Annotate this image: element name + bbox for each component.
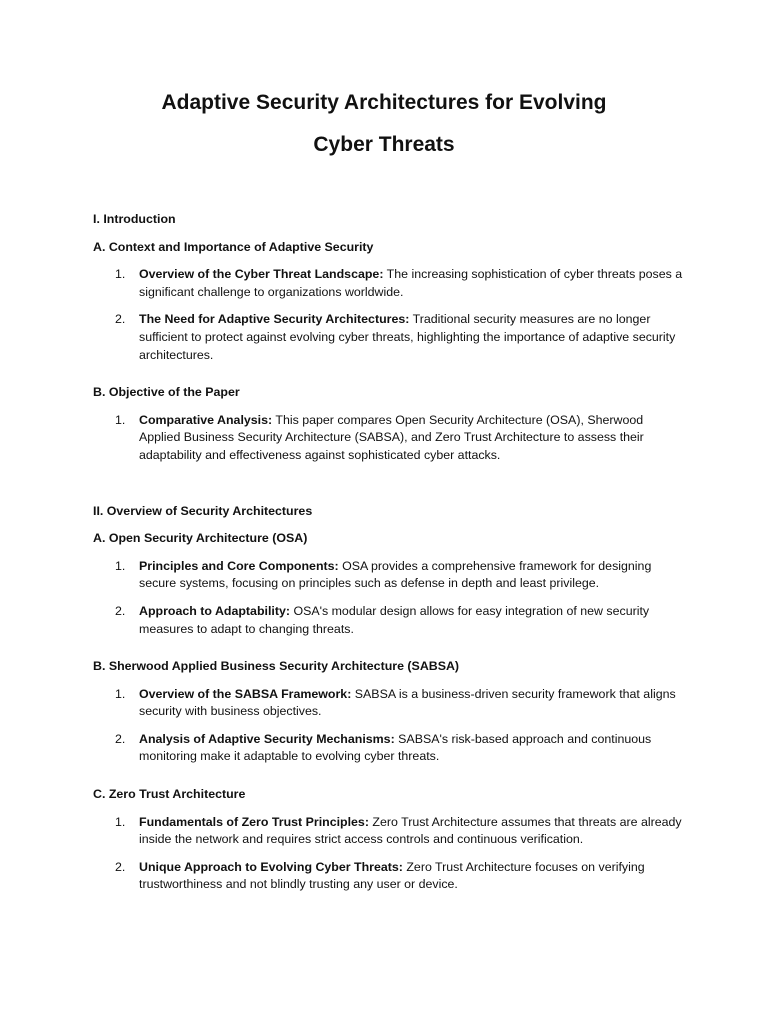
- list-item-separator: :: [268, 412, 273, 427]
- list-item-lead: Principles and Core Components: [139, 558, 335, 573]
- list-item-lead: Overview of the Cyber Threat Landscape: [139, 267, 380, 282]
- document-body: [93, 211, 683, 904]
- list-item-number: 1.: [115, 267, 126, 282]
- list-item-lead: The Need for Adaptive Security Architectures: [139, 312, 406, 327]
- heading-spacer: [93, 520, 683, 530]
- title-line-1: Adaptive Security Architectures for Evolving: [161, 91, 607, 114]
- numbered-list: [93, 266, 683, 364]
- list-item-separator: :: [398, 859, 403, 874]
- list-item-separator: :: [347, 686, 352, 701]
- list-item-number: 1.: [115, 412, 126, 427]
- list-item-number: 2.: [115, 312, 126, 327]
- subsection-heading: B. Objective of the Paper: [93, 385, 240, 400]
- subsection-heading: C. Zero Trust Architecture: [93, 787, 246, 802]
- list-item-lead: Comparative Analysis: [139, 412, 269, 427]
- list-item-number: 2.: [115, 859, 126, 874]
- list-item: [93, 311, 683, 364]
- list-item-text: Traditional security measures are no longer sufficient to protect against evolving cyber threats, highlighting the importance of adaptive security architectures.: [139, 312, 676, 362]
- list-item-text: SABSA is a business-driven security framework that aligns security with business objectives.: [139, 686, 676, 719]
- title-line-2: Cyber Threats: [313, 133, 455, 156]
- list-item-lead: Overview of the SABSA Framework: [139, 686, 348, 701]
- list-item-number: 1.: [115, 686, 126, 701]
- list-item-separator: :: [334, 558, 339, 573]
- list-item-number: 1.: [115, 814, 126, 829]
- heading-spacer: [93, 229, 683, 239]
- section-heading: II. Overview of Security Architectures: [93, 503, 313, 518]
- list-item-text: SABSA's risk-based approach and continuous monitoring make it adaptable to evolving cyber threats.: [139, 731, 652, 764]
- list-item-lead: Analysis of Adaptive Security Mechanisms: [139, 731, 391, 746]
- list-item: [93, 859, 683, 894]
- list-item: [93, 603, 683, 638]
- heading-spacer: [93, 256, 683, 266]
- heading-spacer: [93, 676, 683, 686]
- list-item-number: 1.: [115, 558, 126, 573]
- heading-spacer: [93, 804, 683, 814]
- numbered-list: [93, 558, 683, 638]
- heading-spacer: [93, 776, 683, 786]
- heading-spacer: [93, 374, 683, 384]
- list-item-text: OSA's modular design allows for easy integration of new security measures to adapt to changing threats.: [139, 603, 650, 636]
- section-spacer: [93, 475, 683, 503]
- subsection-heading: A. Context and Importance of Adaptive Security: [93, 239, 374, 254]
- list-item: [93, 686, 683, 721]
- list-item-lead: Fundamentals of Zero Trust Principles: [139, 814, 365, 829]
- subsection-heading: B. Sherwood Applied Business Security Architecture (SABSA): [93, 659, 460, 674]
- list-item-lead: Unique Approach to Evolving Cyber Threats: [139, 859, 399, 874]
- list-item-separator: :: [405, 312, 410, 327]
- document-title: [0, 82, 768, 166]
- list-item-text: Zero Trust Architecture assumes that threats are already inside the network and requires strict access controls and continuous verification.: [139, 814, 682, 847]
- list-item-number: 2.: [115, 731, 126, 746]
- numbered-list: [93, 686, 683, 766]
- list-item: [93, 412, 683, 465]
- list-item: [93, 731, 683, 766]
- list-item: [93, 558, 683, 593]
- heading-spacer: [93, 648, 683, 658]
- list-item-separator: :: [285, 603, 290, 618]
- list-item-text: The increasing sophistication of cyber threats poses a significant challenge to organizations worldwide.: [139, 267, 683, 299]
- list-item-text: This paper compares Open Security Architecture (OSA), Sherwood Applied Business Security Architecture (SABSA), and Zero Trust Architecture to assess their adaptability and effectiveness against sophisticated cyber attacks.: [139, 412, 644, 462]
- numbered-list: [93, 412, 683, 465]
- list-item-number: 2.: [115, 603, 126, 618]
- list-item: [93, 266, 683, 301]
- subsection-heading: A. Open Security Architecture (OSA): [93, 531, 308, 546]
- list-item-separator: :: [390, 731, 395, 746]
- list-item-separator: :: [364, 814, 369, 829]
- section-heading: I. Introduction: [93, 212, 176, 226]
- list-item-text: Zero Trust Architecture focuses on verifying trustworthiness and not blindly trusting any user or device.: [139, 859, 645, 892]
- heading-spacer: [93, 548, 683, 558]
- list-item-separator: :: [379, 267, 384, 282]
- list-item: [93, 814, 683, 849]
- heading-spacer: [93, 402, 683, 412]
- list-item-text: OSA provides a comprehensive framework for designing secure systems, focusing on principles such as defense in depth and least privilege.: [139, 558, 652, 591]
- list-item-lead: Approach to Adaptability: [139, 603, 286, 618]
- numbered-list: [93, 814, 683, 894]
